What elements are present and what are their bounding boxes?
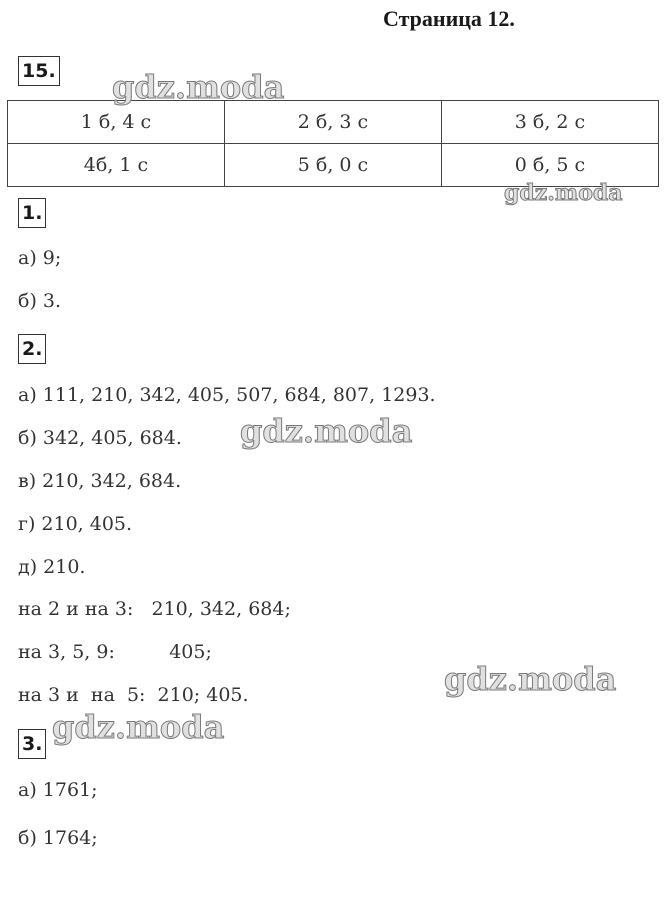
task-2-number: 2. bbox=[18, 334, 46, 364]
watermark: gdz.moda bbox=[112, 68, 285, 106]
watermark: gdz.moda bbox=[52, 708, 225, 746]
answer-line: на 3 и на 5: 210; 405. bbox=[18, 684, 249, 706]
answer-line: а) 1761; bbox=[18, 779, 98, 801]
task-1-number: 1. bbox=[18, 198, 46, 228]
table-cell: 1 б, 4 с bbox=[8, 101, 225, 144]
answer-line: в) 210, 342, 684. bbox=[18, 470, 182, 492]
answer-line: на 2 и на 3: 210, 342, 684; bbox=[18, 598, 291, 620]
watermark: gdz.moda bbox=[504, 180, 623, 206]
answer-line: а) 9; bbox=[18, 247, 62, 269]
table-cell: 2 б, 3 с bbox=[225, 101, 442, 144]
table-cell: 0 б, 5 с bbox=[442, 144, 659, 187]
table-cell: 4б, 1 с bbox=[8, 144, 225, 187]
answer-line: на 3, 5, 9: 405; bbox=[18, 641, 212, 663]
table-row bbox=[8, 101, 659, 144]
answer-line: б) 1764; bbox=[18, 827, 98, 849]
task-3-number: 3. bbox=[18, 729, 46, 759]
answer-table bbox=[7, 100, 659, 187]
answer-line: б) 342, 405, 684. bbox=[18, 427, 182, 449]
answer-line: д) 210. bbox=[18, 556, 86, 578]
answer-line: а) 111, 210, 342, 405, 507, 684, 807, 1293. bbox=[18, 384, 436, 406]
page-title: Страница 12. bbox=[383, 6, 515, 31]
answer-line: г) 210, 405. bbox=[18, 513, 133, 535]
table-cell: 3 б, 2 с bbox=[442, 101, 659, 144]
task-15-number: 15. bbox=[18, 56, 60, 86]
answer-line: б) 3. bbox=[18, 290, 62, 312]
watermark: gdz.moda bbox=[240, 412, 413, 450]
watermark: gdz.moda bbox=[444, 660, 617, 698]
table-cell: 5 б, 0 с bbox=[225, 144, 442, 187]
